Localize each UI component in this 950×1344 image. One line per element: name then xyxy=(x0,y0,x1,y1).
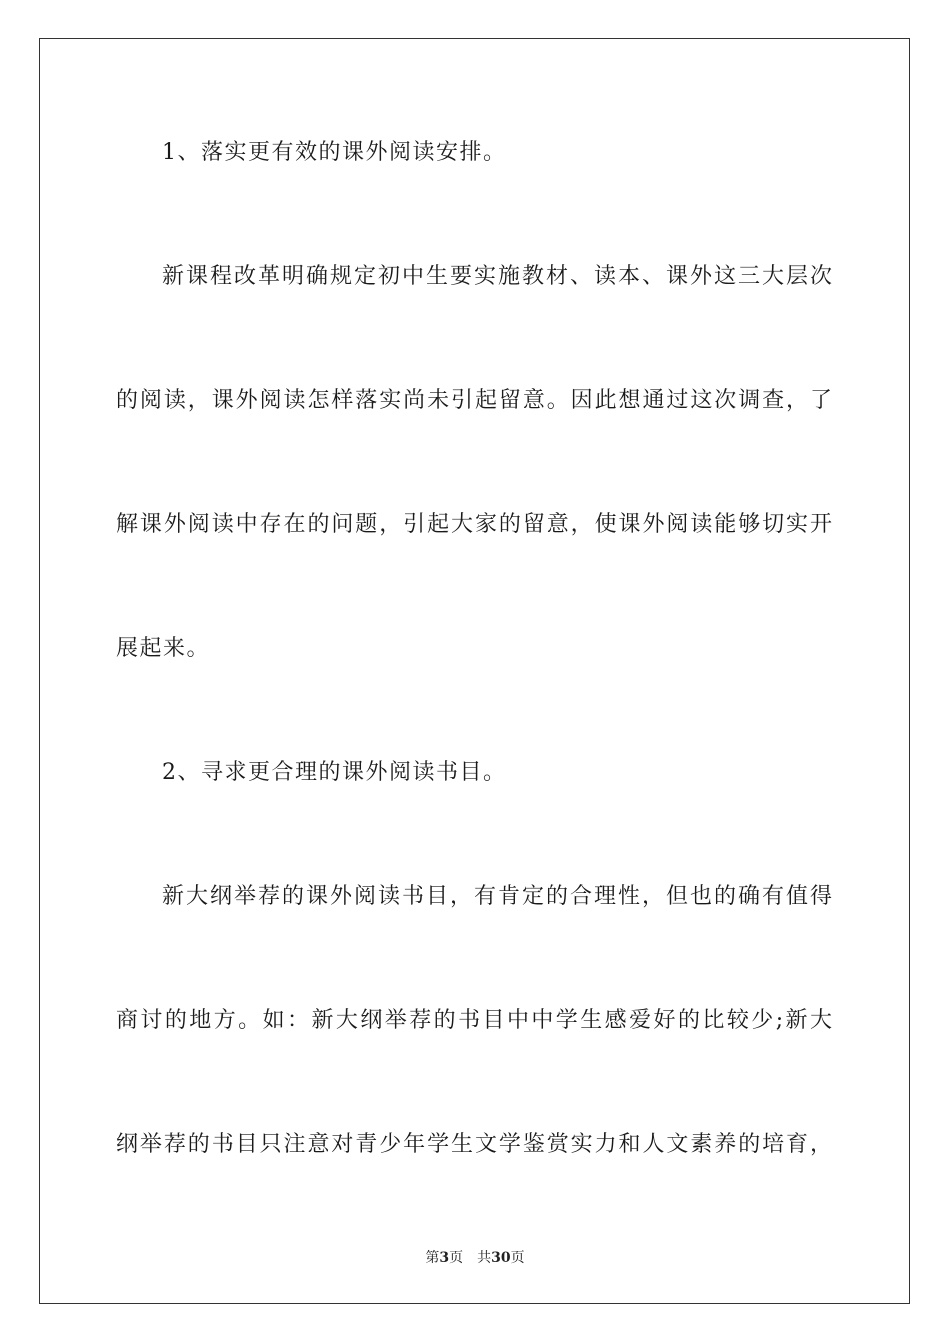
footer-total-pages: 30 xyxy=(491,1250,511,1266)
footer-page-suffix: 页 xyxy=(449,1250,464,1266)
footer-page-number: 3 xyxy=(439,1250,450,1266)
heading-2: 2、寻求更合理的课外阅读书目。 xyxy=(162,760,507,785)
footer-total-prefix: 共 xyxy=(477,1250,492,1266)
paragraph-line: 展起来。 xyxy=(116,636,211,661)
footer-page-prefix: 第 xyxy=(425,1250,440,1266)
paragraph-line: 解课外阅读中存在的问题，引起大家的留意，使课外阅读能够切实开 xyxy=(116,512,832,537)
paragraph-line: 纲举荐的书目只注意对青少年学生文学鉴赏实力和人文素养的培育， xyxy=(116,1132,832,1157)
heading-1: 1、落实更有效的课外阅读安排。 xyxy=(162,140,507,165)
page-footer xyxy=(0,1249,950,1267)
footer-total-suffix: 页 xyxy=(510,1250,525,1266)
page-border xyxy=(39,38,910,1304)
paragraph-line: 新课程改革明确规定初中生要实施教材、读本、课外这三大层次 xyxy=(162,264,832,289)
paragraph-line: 的阅读，课外阅读怎样落实尚未引起留意。因此想通过这次调查，了 xyxy=(116,388,832,413)
paragraph-line: 新大纲举荐的课外阅读书目，有肯定的合理性，但也的确有值得 xyxy=(162,884,832,909)
paragraph-line: 商讨的地方。如：新大纲举荐的书目中中学生感爱好的比较少;新大 xyxy=(116,1008,832,1033)
